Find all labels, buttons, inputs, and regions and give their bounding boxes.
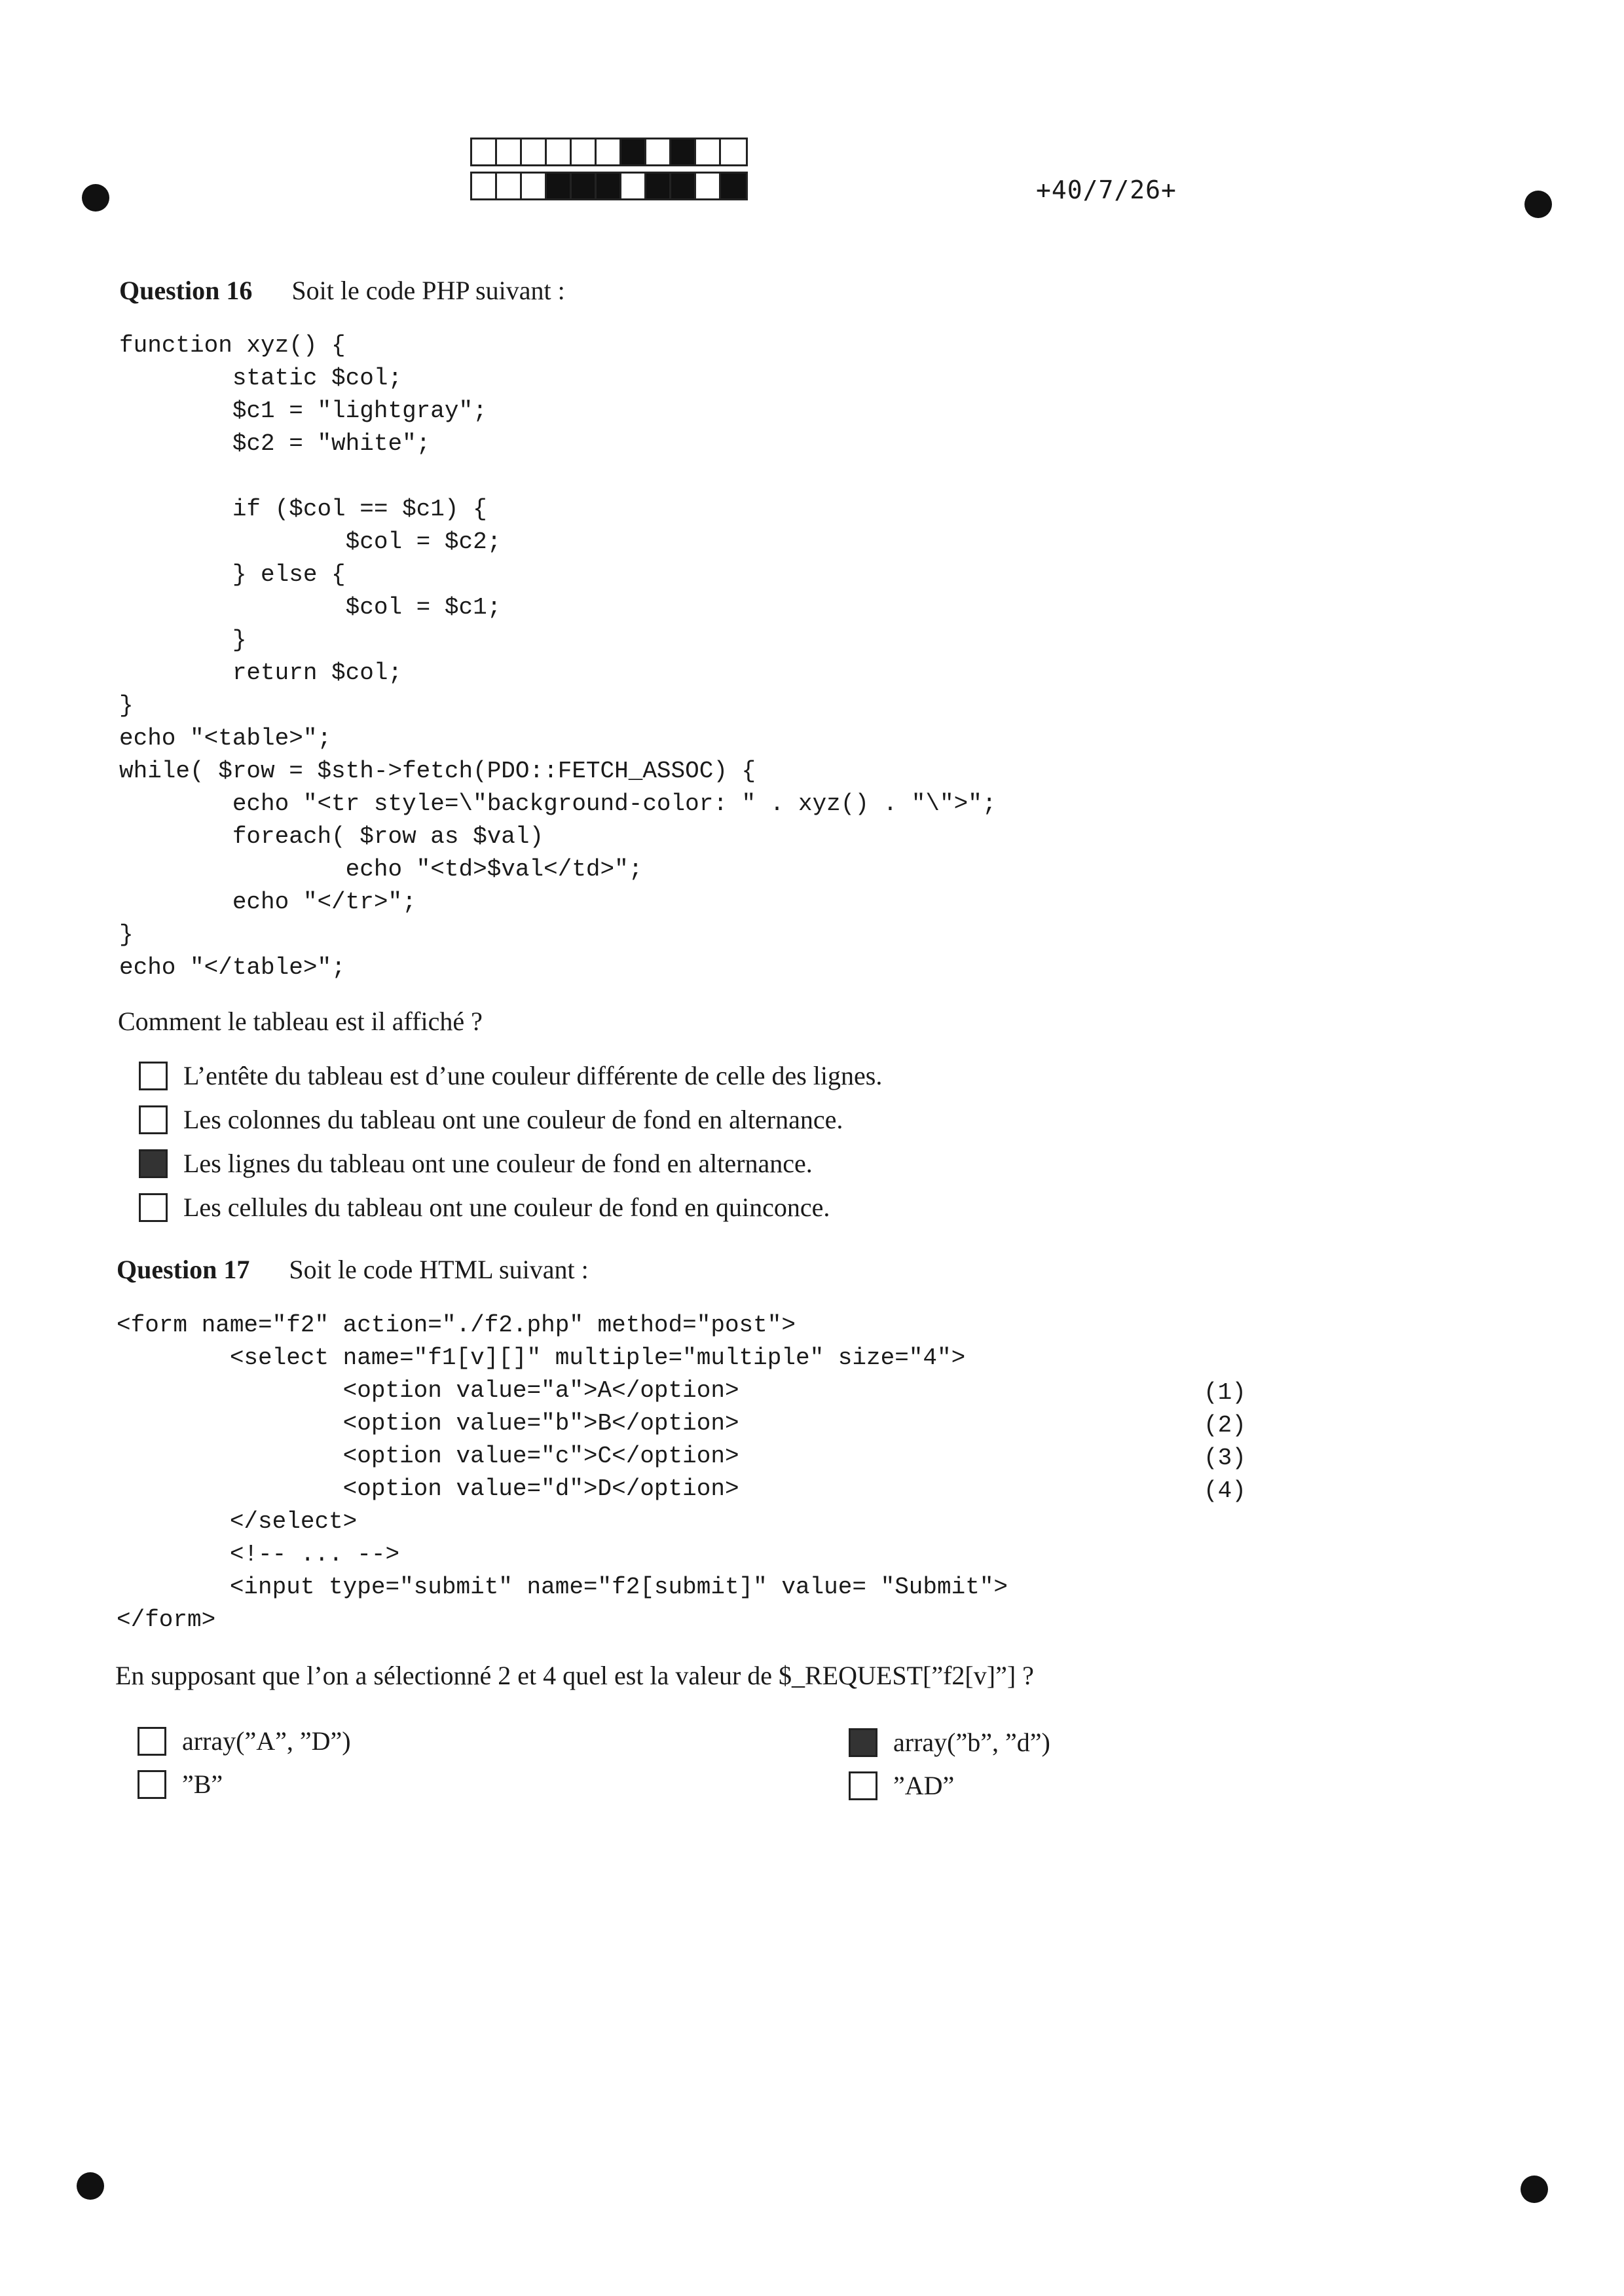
- q16-choice-4[interactable]: [139, 1192, 830, 1223]
- checkbox[interactable]: [139, 1062, 168, 1090]
- q17-choice-4[interactable]: [849, 1770, 954, 1801]
- q17-choice-3[interactable]: [138, 1769, 223, 1800]
- checkbox[interactable]: [849, 1771, 877, 1800]
- checkbox[interactable]: [138, 1770, 166, 1799]
- checkbox[interactable]: [139, 1193, 168, 1222]
- php-code-block: function xyz() { static $col; $c1 = "lightgray"; $c2 = "white"; if ($col == $c1) { $col = $c2; } else { $col = $c1; } return $col; } echo "<table>"; while( $row = $sth->fetch(PDO::FETCH_ASSOC) { echo "<tr style=\"background-color: " . xyz() . "\">"; foreach( $row as $val) echo "<td>$val</td>"; echo "</tr>"; } echo "</table>";: [119, 332, 997, 981]
- barcode-cell: [621, 139, 646, 164]
- q17-choice-1[interactable]: [138, 1726, 351, 1756]
- q17-choice-2[interactable]: [849, 1727, 1050, 1758]
- barcode-cell: [621, 174, 646, 198]
- barcode-cell: [572, 174, 597, 198]
- checkbox[interactable]: [139, 1149, 168, 1178]
- barcode-cell: [646, 139, 671, 164]
- choice-label: ”B”: [182, 1769, 223, 1799]
- registration-dot-top-right: [1524, 191, 1552, 218]
- question-label: Question 16: [119, 276, 253, 305]
- choice-label: array(”A”, ”D”): [182, 1726, 351, 1756]
- choice-label: array(”b”, ”d”): [893, 1728, 1050, 1757]
- barcode-cell: [696, 174, 721, 198]
- question-text: Soit le code HTML suivant :: [289, 1255, 589, 1284]
- barcode-cell: [597, 139, 621, 164]
- choice-label: Les lignes du tableau ont une couleur de fond en alternance.: [183, 1149, 813, 1178]
- line-number-4: (4): [1204, 1477, 1246, 1504]
- barcode-cell: [497, 139, 522, 164]
- barcode-cell: [597, 174, 621, 198]
- barcode-cell: [522, 174, 547, 198]
- question-16-prompt: Comment le tableau est il affiché ?: [118, 1007, 483, 1036]
- checkbox[interactable]: [138, 1727, 166, 1756]
- choice-label: ”AD”: [893, 1771, 955, 1800]
- barcode-cell: [671, 139, 696, 164]
- registration-dot-top-left: [82, 184, 109, 212]
- registration-dot-bottom-right: [1521, 2176, 1548, 2203]
- barcode-row-1: [470, 138, 748, 166]
- choice-label: Les colonnes du tableau ont une couleur de fond en alternance.: [183, 1105, 843, 1134]
- barcode-cell: [572, 139, 597, 164]
- line-number-2: (2): [1204, 1412, 1246, 1439]
- barcode-cell: [721, 174, 746, 198]
- checkbox[interactable]: [139, 1105, 168, 1134]
- barcode-cell: [547, 139, 572, 164]
- question-17-title: [117, 1254, 589, 1285]
- line-number-3: (3): [1204, 1445, 1246, 1472]
- html-code-block: <form name="f2" action="./f2.php" method="post"> <select name="f1[v][]" multiple="multiple" size="4"> <option value="a">A</option> <option value="b">B</option> <option value="c">C</option> <option value="d">D</option> </select> <!-- ... --> <input type="submit" name="f2[submit]" value= "Submit"> </form>: [117, 1312, 1008, 1633]
- question-label: Question 17: [117, 1255, 250, 1284]
- q16-choice-1[interactable]: [139, 1060, 882, 1091]
- barcode-row-2: [470, 172, 748, 200]
- choice-label: L’entête du tableau est d’une couleur différente de celle des lignes.: [183, 1061, 883, 1090]
- question-16-title: [119, 275, 565, 306]
- barcode-cell: [497, 174, 522, 198]
- barcode-cell: [547, 174, 572, 198]
- page-id-code: +40/7/26+: [1036, 176, 1177, 204]
- line-number-1: (1): [1204, 1379, 1246, 1406]
- question-17-prompt: En supposant que l’on a sélectionné 2 et 4 quel est la valeur de $_REQUEST[”f2[v]”] ?: [115, 1661, 1034, 1690]
- barcode-cell: [472, 174, 497, 198]
- registration-dot-bottom-left: [77, 2172, 104, 2200]
- barcode-cell: [646, 174, 671, 198]
- q16-choice-2[interactable]: [139, 1104, 843, 1135]
- barcode-cell: [522, 139, 547, 164]
- barcode-cell: [472, 139, 497, 164]
- barcode-cell: [696, 139, 721, 164]
- q16-choice-3[interactable]: [139, 1148, 813, 1179]
- barcode-cell: [671, 174, 696, 198]
- choice-label: Les cellules du tableau ont une couleur de fond en quinconce.: [183, 1193, 830, 1222]
- checkbox[interactable]: [849, 1728, 877, 1757]
- barcode-cell: [721, 139, 746, 164]
- question-text: Soit le code PHP suivant :: [291, 276, 565, 305]
